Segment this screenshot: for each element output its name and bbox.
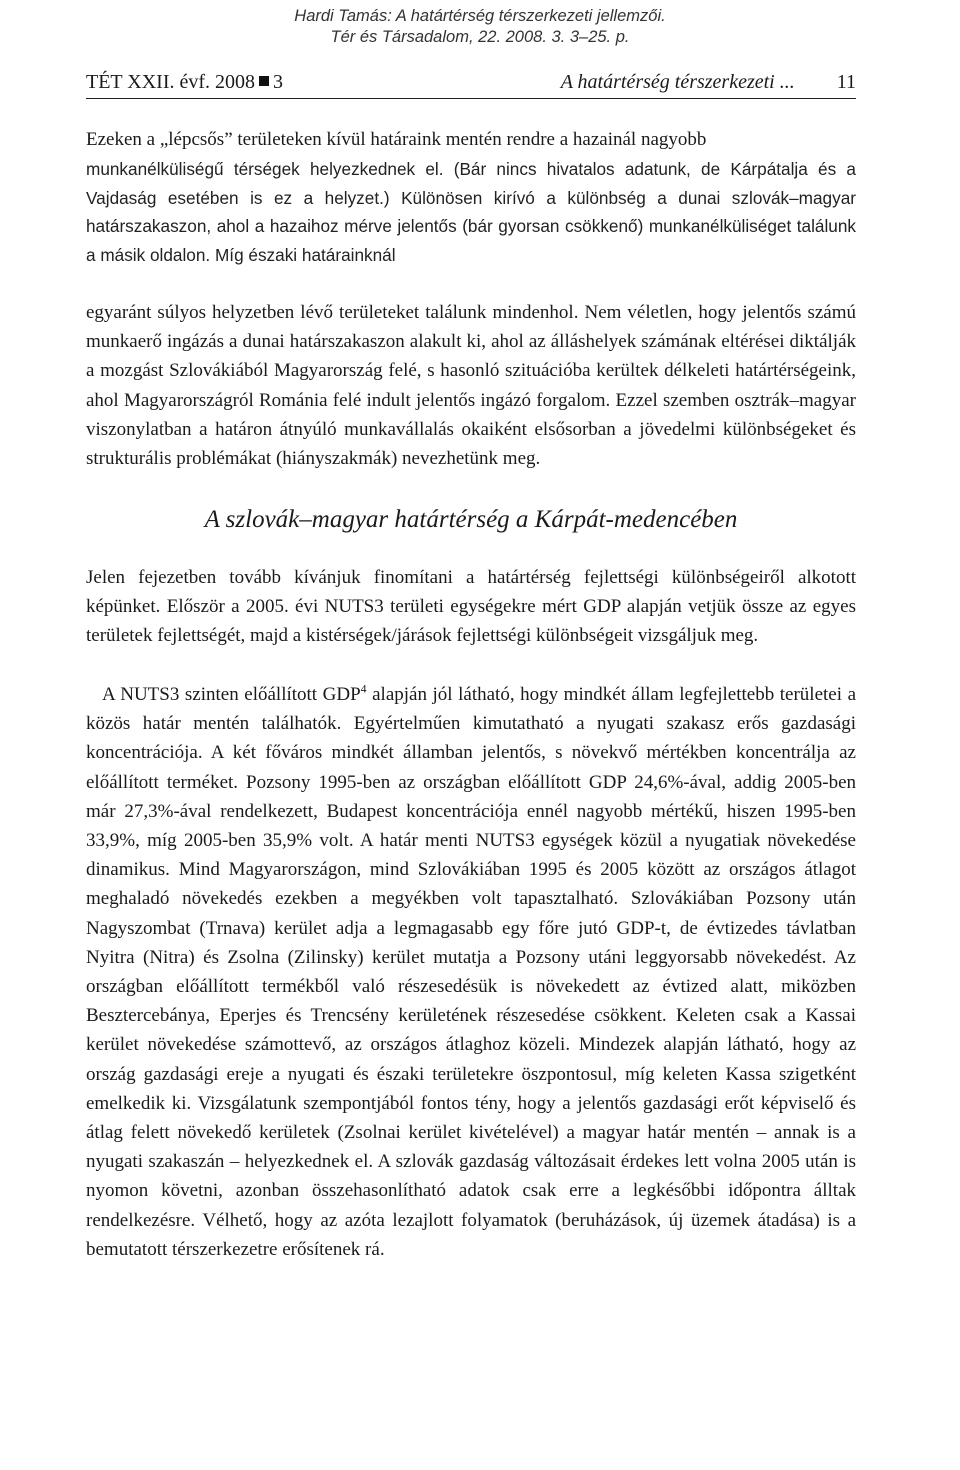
citation-line-1: Hardi Tamás: A határtérség térszerkezeti jellemzői. (294, 7, 666, 25)
paragraph-chapter-intro: Jelen fejezetben tovább kívánjuk finomítani a határtérség fejlettségi különbségeiről alkotott képünket. Először a 2005. évi NUTS3 területi egységekre mért GDP alapján vetjük össze az egyes területek fejlettségét, majd a kistérségek/járások fejlettségi különbségeit vizsgáljuk meg. (86, 567, 856, 647)
running-title-block (561, 66, 856, 98)
footnote-reference[interactable]: 4 (360, 682, 367, 696)
issue-number: 3 (273, 71, 284, 93)
paragraph-nuts3-gdp-start: A NUTS3 szinten előállított GDP (102, 684, 361, 705)
paragraph-nuts3-gdp-rest: alapján jól látható, hogy mindkét állam legfejlettebb területei a közös határ mentén találhatók. Egyértelműen kimutatható a nyugati szakasz erős gazdasági koncentrációja. A két főváros mindkét államban jelentős, s növekvő mértékben koncentrálja az előállított terméket. Pozsony 1995-ben az országban előállított GDP 24,6%-ával, addig 2005-ben már 27,3%-ával rendelkezett, Budapest koncentrációja ennél nagyobb mértékű, hiszen 1995-ben 33,9%, míg 2005-ben 35,9% volt. A határ menti NUTS3 egységek közül a nyugatiak növekedése dinamikus. Mind Magyarországon, mind Szlovákiában 1995 és 2005 között az országos átlagot meghaladó növekedés ezekben a megyékben volt tapasztalható. Szlovákiában Pozsony után Nagyszombat (Trnava) kerület adja a legmagasabb egy főre jutó GDP-t, de évtizedes távlatban Nyitra (Nitra) és Zsolna (Zilinsky) kerület mutatja a Pozsony utáni leggyorsabb növekedést. Az országban előállított termékből való részesedésük is növekedett az évtized alatt, miközben Besztercebánya, Eperjes és Trencsény kerületének részesedése csökkent. Keleten csak a Kassai kerület növekedése számottevő, az országos átlaghoz közeli. Mindezek alapján látható, hogy az ország gazdasági ereje a nyugati és északi területekre öszpontosul, míg keleten Kassa szigetként emelkedik ki. Vizsgálatunk szempontjából fontos tény, hogy a jelentős gazdasági erőt képviselő és átlag felett növekedő kerületek (Zsolnai kerület kivételével) a magyar határ mentén – annak is a nyugati szakaszán – helyezkednek el. A szlovák gazdaság változásait érdekes lett volna 2005 után is nyomon követni, azonban összehasonlítható adatok csak erre a legkésőbbi időpontra álltak rendelkezésre. Vélhető, hogy az azóta lezajlott folyamatok (beruházások, új üzemek átadása) is a bemutatott térszerkezetre erősítenek rá. (86, 684, 857, 1260)
running-header (86, 66, 856, 99)
square-bullet-icon (259, 76, 269, 86)
paragraph-commuting: egyaránt súlyos helyzetben lévő területeket találunk mindenhol. Nem véletlen, hogy jelentős számú munkaerő ingázás a dunai határszakaszon alakult ki, ahol az álláshelyek számának eltérései diktálják a mozgást Szlovákiából Magyarország felé, s hasonló szituációba kerültek délkeleti határtérségeink, ahol Magyarországról Románia felé indult jelentős ingázó forgalom. Ezzel szemben osztrák–magyar viszonylatban a határon átnyúló munkavállalás okaiként elsősorban a jövedelmi különbségeket és strukturális problémákat (hiányszakmák) nevezhetünk meg. (86, 302, 856, 470)
running-title: A határtérség térszerkezeti ... (560, 71, 795, 93)
page-number: 11 (836, 71, 856, 93)
citation-line-2: Tér és Társadalom, 22. 2008. 3. 3–25. p. (330, 28, 630, 46)
citation-header (0, 6, 960, 48)
section-heading: A szlovák–magyar határtérség a Kárpát-medencében (204, 506, 738, 533)
journal-issue (86, 66, 283, 98)
paragraph-intro-line: Ezeken a „lépcsős” területeken kívül határaink mentén rendre a hazainál nagyobb (86, 129, 707, 150)
paragraph-nuts3-gdp (86, 680, 856, 1264)
journal-volume: TÉT XXII. évf. 2008 (86, 71, 256, 93)
paragraph-unemployment: munkanélküliségű térségek helyezkednek el. (Bár nincs hivatalos adatunk, de Kárpátalja és a Vajdaság esetében is ez a helyzet.) Különösen kirívó a különbség a dunai szlovák–magyar határszakaszon, ahol a hazaihoz mérve jelentős (bár gyorsan csökkenő) munkanélküliséget találunk a másik oldalon. Míg északi határainknál (86, 159, 856, 265)
